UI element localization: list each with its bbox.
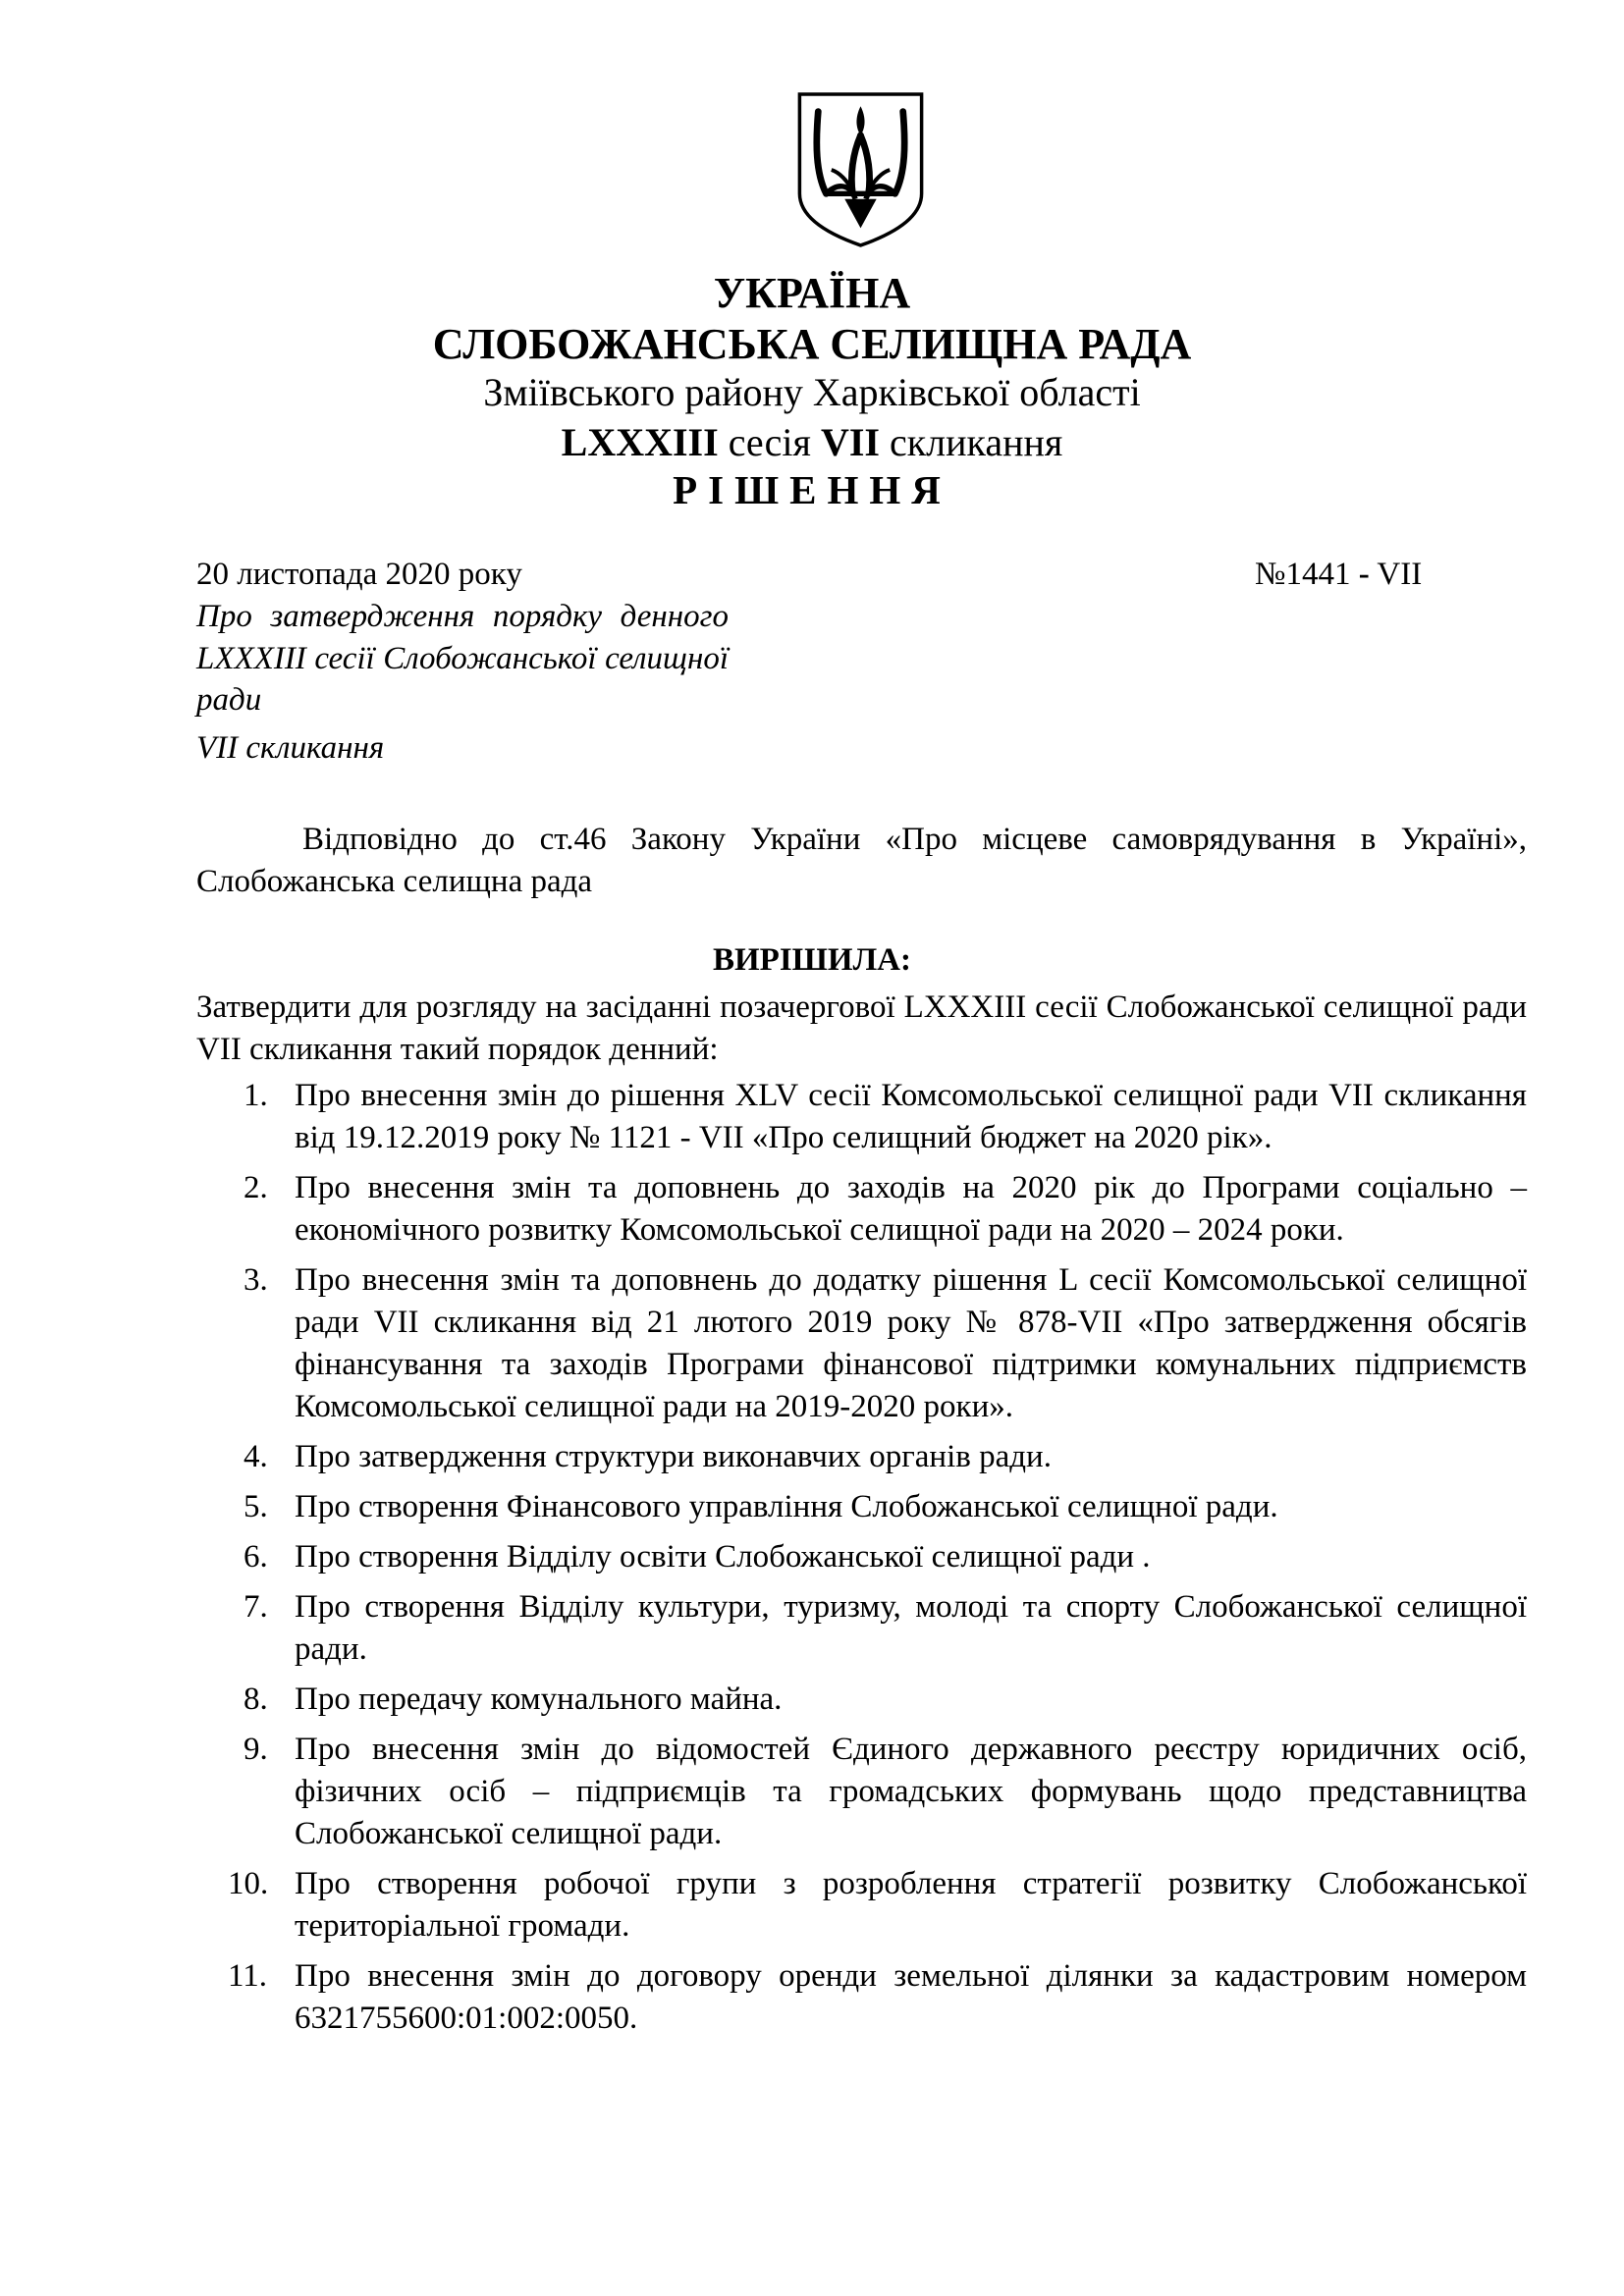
agenda-item-text: Про створення Фінансового управління Слобожанської селищної ради.: [295, 1489, 1278, 1524]
agenda-item: [196, 1679, 1527, 1721]
agenda-item-number: 11.: [228, 1958, 268, 1994]
session-word: сесія: [718, 420, 821, 464]
number-dash: -: [1358, 557, 1370, 592]
number-suffix: VII: [1369, 557, 1423, 592]
agenda-item: [196, 1486, 1527, 1528]
country-heading: УКРАЇНА: [713, 269, 911, 317]
council-heading: СЛОБОЖАНСЬКА СЕЛИЩНА РАДА: [432, 320, 1192, 368]
agenda-item: [196, 1259, 1527, 1428]
agenda-item: [196, 1586, 1527, 1671]
agenda-item-number: 5.: [244, 1489, 268, 1524]
convocation-word: скликання: [879, 420, 1063, 464]
agenda-list: [196, 1075, 1527, 2048]
intro-paragraph: Затвердити для розгляду на засіданні позачергової LXXXIII сесії Слобожанської селищної ради VII скликання такий порядок денний:: [196, 989, 1527, 1067]
agenda-item: [196, 1955, 1527, 2040]
convocation-number: VII: [820, 420, 880, 464]
agenda-item-text: Про створення робочої групи з розроблення стратегії розвитку Слобожанської територіальної громади.: [295, 1866, 1527, 1944]
agenda-item: [196, 1729, 1527, 1855]
agenda-item: [196, 1075, 1527, 1159]
agenda-item-text: Про внесення змін до договору оренди земельної ділянки за кадастровим номером 6321755600:01:002:0050.: [295, 1958, 1527, 2036]
decision-subject-last-line: VII скликання: [196, 730, 385, 766]
district-heading: Зміївського району Харківської області: [483, 370, 1141, 414]
number-prefix: №1441: [1255, 557, 1359, 592]
agenda-item-number: 3.: [244, 1262, 268, 1298]
decision-subject: Про затвердження порядку денного LXXXIII сесії Слобожанської селищної ради: [196, 599, 729, 718]
agenda-item-text: Про передачу комунального майна.: [295, 1682, 783, 1717]
agenda-item-number: 1.: [244, 1078, 268, 1113]
agenda-item-text: Про внесення змін до відомостей Єдиного державного реєстру юридичних осіб, фізичних осіб – підприємців та громадських формувань щодо представництва Слобожанської селищної ради.: [295, 1732, 1527, 1851]
document-type-heading: РІШЕННЯ: [673, 467, 951, 512]
agenda-item-number: 7.: [244, 1589, 268, 1625]
agenda-item-text: Про створення Відділу культури, туризму, молоді та спорту Слобожанської селищної ради.: [295, 1589, 1527, 1667]
trident-coat-of-arms-icon: [794, 90, 927, 249]
agenda-item-number: 9.: [244, 1732, 268, 1767]
agenda-item: [196, 1436, 1527, 1478]
agenda-item-number: 4.: [244, 1439, 268, 1474]
agenda-item-number: 8.: [244, 1682, 268, 1717]
decision-date: 20 листопада 2020 року: [196, 557, 522, 592]
session-number: LXXXIII: [561, 420, 719, 464]
agenda-item-number: 10.: [228, 1866, 269, 1901]
resolved-heading: ВИРІШИЛА:: [713, 942, 911, 978]
session-heading: [0, 420, 1624, 464]
agenda-item-text: Про внесення змін до рішення XLV сесії Комсомольської селищної ради VII скликання від 19.12.2019 року № 1121 - VII «Про селищний бюджет на 2020 рік».: [295, 1078, 1527, 1155]
agenda-item: [196, 1863, 1527, 1948]
agenda-item-number: 6.: [244, 1539, 268, 1575]
agenda-item-text: Про внесення змін та доповнень до додатку рішення L сесії Комсомольської селищної ради VII скликання від 21 лютого 2019 року № 878-VII «Про затвердження обсягів фінансування та заходів Програми фінансової підтримки комунальних підприємств Комсомольської селищної ради на 2019-2020 роки».: [295, 1262, 1527, 1424]
agenda-item: [196, 1536, 1527, 1578]
decision-number: [1255, 557, 1422, 593]
preamble-paragraph: Відповідно до ст.46 Закону України «Про місцеве самоврядування в Україні», Слобожанська селищна рада: [196, 822, 1527, 899]
agenda-item-text: Про затвердження структури виконавчих органів ради.: [295, 1439, 1052, 1474]
agenda-item: [196, 1167, 1527, 1252]
agenda-item-text: Про створення Відділу освіти Слобожанської селищної ради .: [295, 1539, 1151, 1575]
agenda-item-number: 2.: [244, 1170, 268, 1205]
agenda-item-text: Про внесення змін та доповнень до заходів на 2020 рік до Програми соціально – економічного розвитку Комсомольської селищної ради на 2020 – 2024 роки.: [295, 1170, 1527, 1248]
